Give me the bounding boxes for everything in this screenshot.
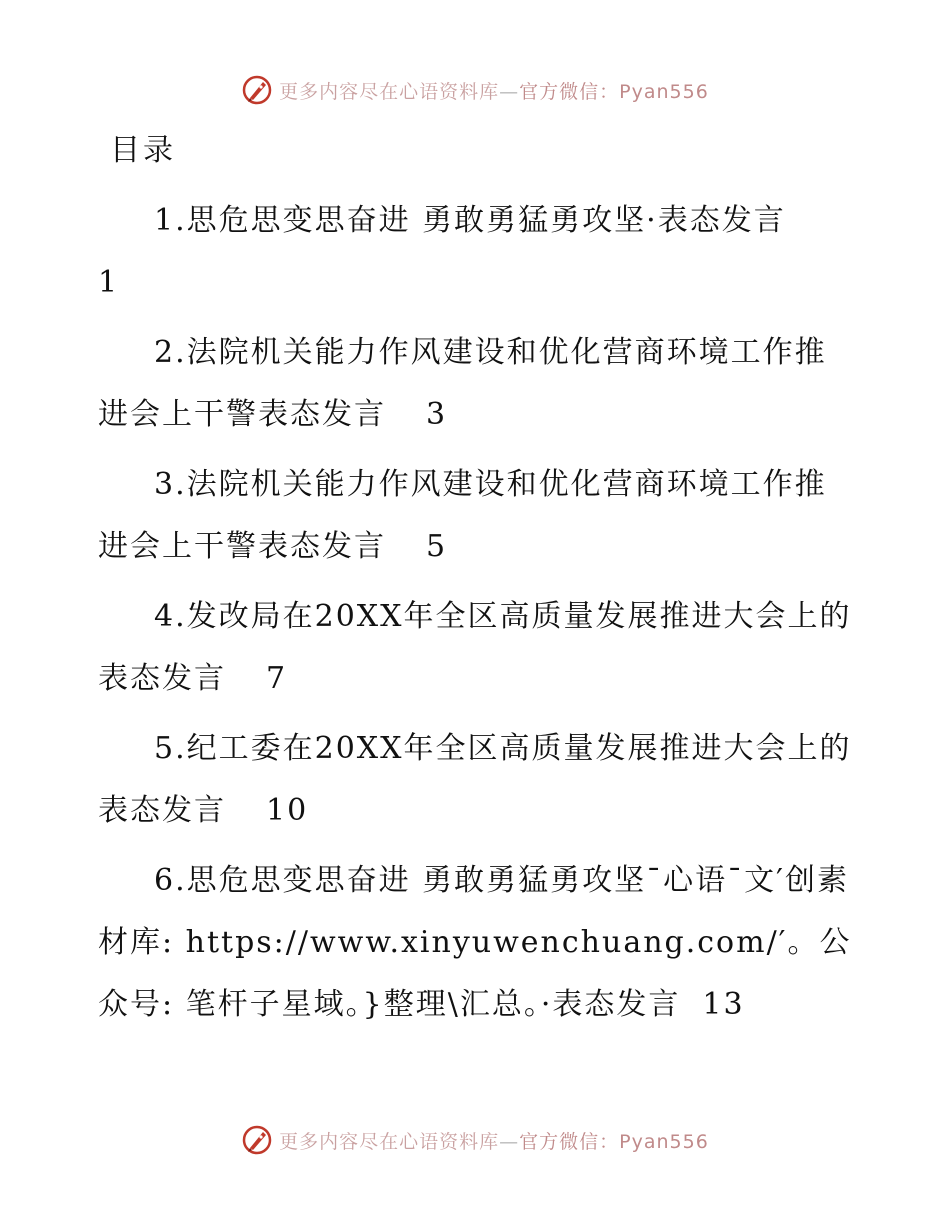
quill-pen-logo-icon (241, 1124, 273, 1156)
toc-item-page: 5 (426, 529, 448, 564)
toc-item (98, 454, 858, 578)
toc-item-title: 1.思危思变思奋进 勇敢勇猛勇攻坚·表态发言 (154, 203, 786, 238)
toc-item (98, 190, 858, 314)
toc-item-page: 1 (98, 265, 120, 300)
toc-item-page: 10 (266, 793, 309, 828)
footer-watermark (0, 1120, 950, 1160)
toc-item-page: 7 (266, 661, 288, 696)
toc-item-title: 5.纪工委在20XX年全区高质量发展推进大会上的表态发言 (98, 731, 852, 828)
toc-item (98, 850, 858, 1036)
watermark-text: 更多内容尽在心语资料库—官方微信：Pyan556 (279, 1130, 709, 1153)
toc-item-title: 6.思危思变思奋进 勇敢勇猛勇攻坚¯心语¯文′创素材库: https://www.xinyuwenchuang.com/′。公众号: 笔杆子星域。}整理\汇总。·表态发言 (98, 863, 852, 1022)
toc-item (98, 586, 858, 710)
toc-heading: 目录 (110, 133, 176, 168)
toc-list (98, 190, 858, 1044)
toc-item-title: 2.法院机关能力作风建设和优化营商环境工作推进会上干警表态发言 (98, 335, 827, 432)
quill-pen-logo-icon (241, 74, 273, 106)
toc-item (98, 322, 858, 446)
toc-item-title: 3.法院机关能力作风建设和优化营商环境工作推进会上干警表态发言 (98, 467, 827, 564)
watermark-text: 更多内容尽在心语资料库—官方微信：Pyan556 (279, 80, 709, 103)
toc-item-page: 3 (426, 397, 448, 432)
toc-item-page: 13 (702, 987, 745, 1022)
header-watermark (0, 70, 950, 110)
toc-item-title: 4.发改局在20XX年全区高质量发展推进大会上的表态发言 (98, 599, 852, 696)
toc-item (98, 718, 858, 842)
